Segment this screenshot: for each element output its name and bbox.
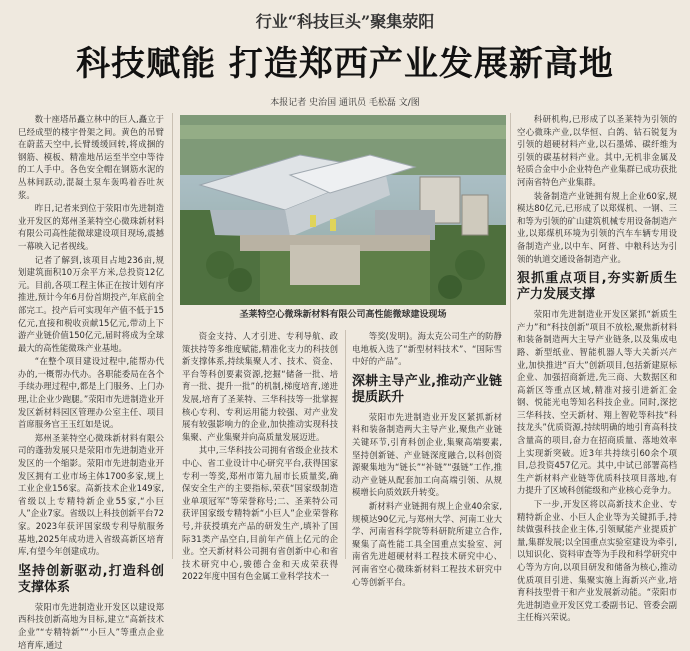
paragraph: 郑州圣莱特空心微珠新材料有限公司的蓬勃发展只是荥阳市先进制造业开发区的一个缩影。荥阳市先进制造业开发区拥有工业市场主体1700多家,规上工业企业156家。高新技术企业149家,省级以上专精特新企业55家,“小巨人”企业7家。省级以上科技创新平台72家。2023年获评国家级专利导航服务基地,2025年成功进入省级高新区培育库,有望今年创建成功。 bbox=[18, 432, 164, 557]
column-divider bbox=[345, 330, 346, 559]
construction-site-photo bbox=[180, 115, 506, 305]
section-heading: 深耕主导产业,推动产业链提质跃升 bbox=[352, 373, 502, 405]
paragraph: 昨日,记者来到位于荥阳市先进制造业开发区的郑州圣莱特空心微珠新材料有限公司高性能微球建设项目现场,震撼一幕映入记者视线。 bbox=[18, 203, 164, 251]
paragraph: 科研机构,已形成了以圣莱特为引领的空心微珠产业,以华恒、白鸽、钻石锐复为引领的超硬材料产业,以石墨烯、碳纤维为引领的碳基材料产业。其中,无机非金属及轻质合金中小企业特色产业集群已成功获批河南省特色产业集群。 bbox=[517, 114, 677, 187]
article-column-1 bbox=[18, 113, 164, 650]
article-column-2 bbox=[182, 330, 338, 582]
column-divider bbox=[510, 113, 511, 559]
paragraph: 下一步,开发区将以高新技术企业、专精特新企业、小巨人企业等为关键抓手,持续做强科技企业主体,引领赋能产业提质扩量,集群发展;以全国重点实验室建设为牵引,以知识化、资料审查等为手段和科学研究中心等为方向,以项目研发和储备为核心,推动优质项目引进、集聚实施上海新兴产业,培育科技型骨干和产业发展新动能。“荥阳市先进制造业开发区党工委副书记、管委会副主任梅兴荣说。 bbox=[517, 499, 677, 623]
paragraph: 荥阳市先进制造业开发区紧抓“新质生产力”和“科技创新”项目不放松,聚焦新材料和装备制造两大主导产业链条,以及集成电路、新型纸业、智能机器人等大关新兴产业,加快推进“百大”创新项目,包括新建原标企业、加强招商新进,先三商、大数据区和高新区等重点区域,精准对接引进新汇金钢、悦能光电等知名科技企业。同时,深挖三华科技、空天新材、翔上智乾等科技“科技龙头”优质资源,持续明确的地引育高科技含量高的项目,奋力在招商质量、落地效率上实现新突破。近3年共持续引60余个项目,总投资457亿元。其中,中试已部署高档生产新材料产业链等优质科技项目落地,有力提升了区域科创能级和产业核心竞争力。 bbox=[517, 309, 677, 496]
photo-caption: 圣莱特空心微珠新材料有限公司高性能微球建设现场 bbox=[239, 310, 447, 320]
paragraph: 记者了解到,该项目占地236亩,规划建筑面积10万余平方米,总投资12亿元。目前,各项工程主体正在按计划有序推进,预计今年6月份首期投产,年底前全部完工。投产后可实现年产值不低于15亿元,直接和税收贡献15亿元,带动上下游产业链价值150亿元,届时将成为全球最大的高性能微珠产业基地。 bbox=[18, 254, 164, 353]
paragraph: 资金支持、人才引进、专利导航、政策扶持等多维度赋能,精准化支力的科技创新支撑体系,持续集聚人才、技术、资金、平台等科创要素资源,挖掘“储备一批、培育一批、提升一批”的机制,梯度培育,递进发展,培育了圣莱特、三华科技等一批掌握核心专利、专利运用能力较强、对产业发展有较强影响力的企业,加快推动实现科技集聚、产业集聚并向高质量发展迈进。 bbox=[182, 331, 338, 442]
paragraph: 其中,三华科技公司拥有省级企业技术中心、省工业设计中心研究平台,获得国家专利一等奖,郑州市第九届市长质量奖,确保安全生产的主要指标,荣获“国家级制造业单项冠军”等荣誉称号;二、圣莱特公司获评国家级专精特新“小巨人”企业荣誉称号,并获授填充产品的研发生产,填补了国际31类产品空白,目前年产值上亿元的企业。空天新材料公司拥有省创新中心和省技术研究中心,骏德合金和天成荣获得2022年度中国有色金属工业科学技术一 bbox=[182, 445, 338, 582]
headline: 科技赋能 打造郑西产业发展新高地 bbox=[76, 44, 614, 84]
article-column-3 bbox=[352, 330, 502, 587]
paragraph: 荥阳市先进制造业开发区紧抓新材料和装备制造两大主导产业,聚焦产业链关键环节,引育科创企业,集聚高端要素,坚持创新链、产业链深度融合,以科创资源聚集地为“链长”“补链”“强链”工作,推动产业链从配套加工向高端引领、从规模增长向质效跃升转变。 bbox=[352, 411, 502, 498]
paragraph: 新材料产业链拥有规上企业40余家,规模达90亿元,与郑州大学、河南工业大学、河南省科学院等科研院所建立合作,聚集了高性能工具全国重点实验室、河南省先进超硬材料工程技术研究中心、河南省空心微珠新材料工程技术研究中心等创新平台。 bbox=[352, 500, 502, 587]
byline: 本报记者 史治国 通讯员 毛松磊 文/图 bbox=[270, 98, 420, 108]
paragraph: “在整个项目建设过程中,能帮办代办的,一概帮办代办。各职能委局在各个手续办理过程中,都是上门服务、上门办理,让企业少跑腿。”荥阳市先进制造业开发区新材料园区管理办公室主任、项目首席服务官王玉红如是说。 bbox=[18, 356, 164, 430]
paragraph: 等奖(发明)。海太克公司生产的防静电地板入选了“新型材料技术”、“国际雪中好的产品”。 bbox=[352, 331, 502, 367]
kicker-line: 行业“科技巨头”聚集荥阳 bbox=[255, 12, 435, 31]
column-divider bbox=[172, 113, 173, 559]
aerial-factory-image bbox=[180, 115, 506, 305]
paragraph: 装备制造产业链拥有规上企业60家,规模达80亿元,已形成了以郑煤机、一钢、三和等为引领的矿山建筑机械专用设备制造产业,以郑煤机环境为引领的汽车车辆专用设备制造产业,以中车、阿普、中粮科达为引领的轨道交通设备制造产业。 bbox=[517, 190, 677, 264]
paragraph: 荥阳市先进制造业开发区以建设郑西科技创新高地为目标,建立“高新技术企业”“专精特新”“小巨人”等重点企业培育库,通过 bbox=[18, 601, 164, 650]
section-heading: 狠抓重点项目,夯实新质生产力发展支撑 bbox=[517, 271, 677, 303]
section-heading: 坚持创新驱动,打造科创支撑体系 bbox=[18, 563, 164, 595]
article-column-4 bbox=[517, 113, 677, 623]
paragraph: 数十座塔吊矗立林中的巨人,矗立于巳经成型的楼宇骨架之间。黄色的吊臂在蔚蓝天空中,长臂缓缓回转,将成捆的钢筋、模板、精准地吊运至半空中等待的工人手中。各色安全帽在钢筋水泥的丛林间跃动,混凝土泵车轰鸣着吞吐灰浆。 bbox=[18, 114, 164, 200]
